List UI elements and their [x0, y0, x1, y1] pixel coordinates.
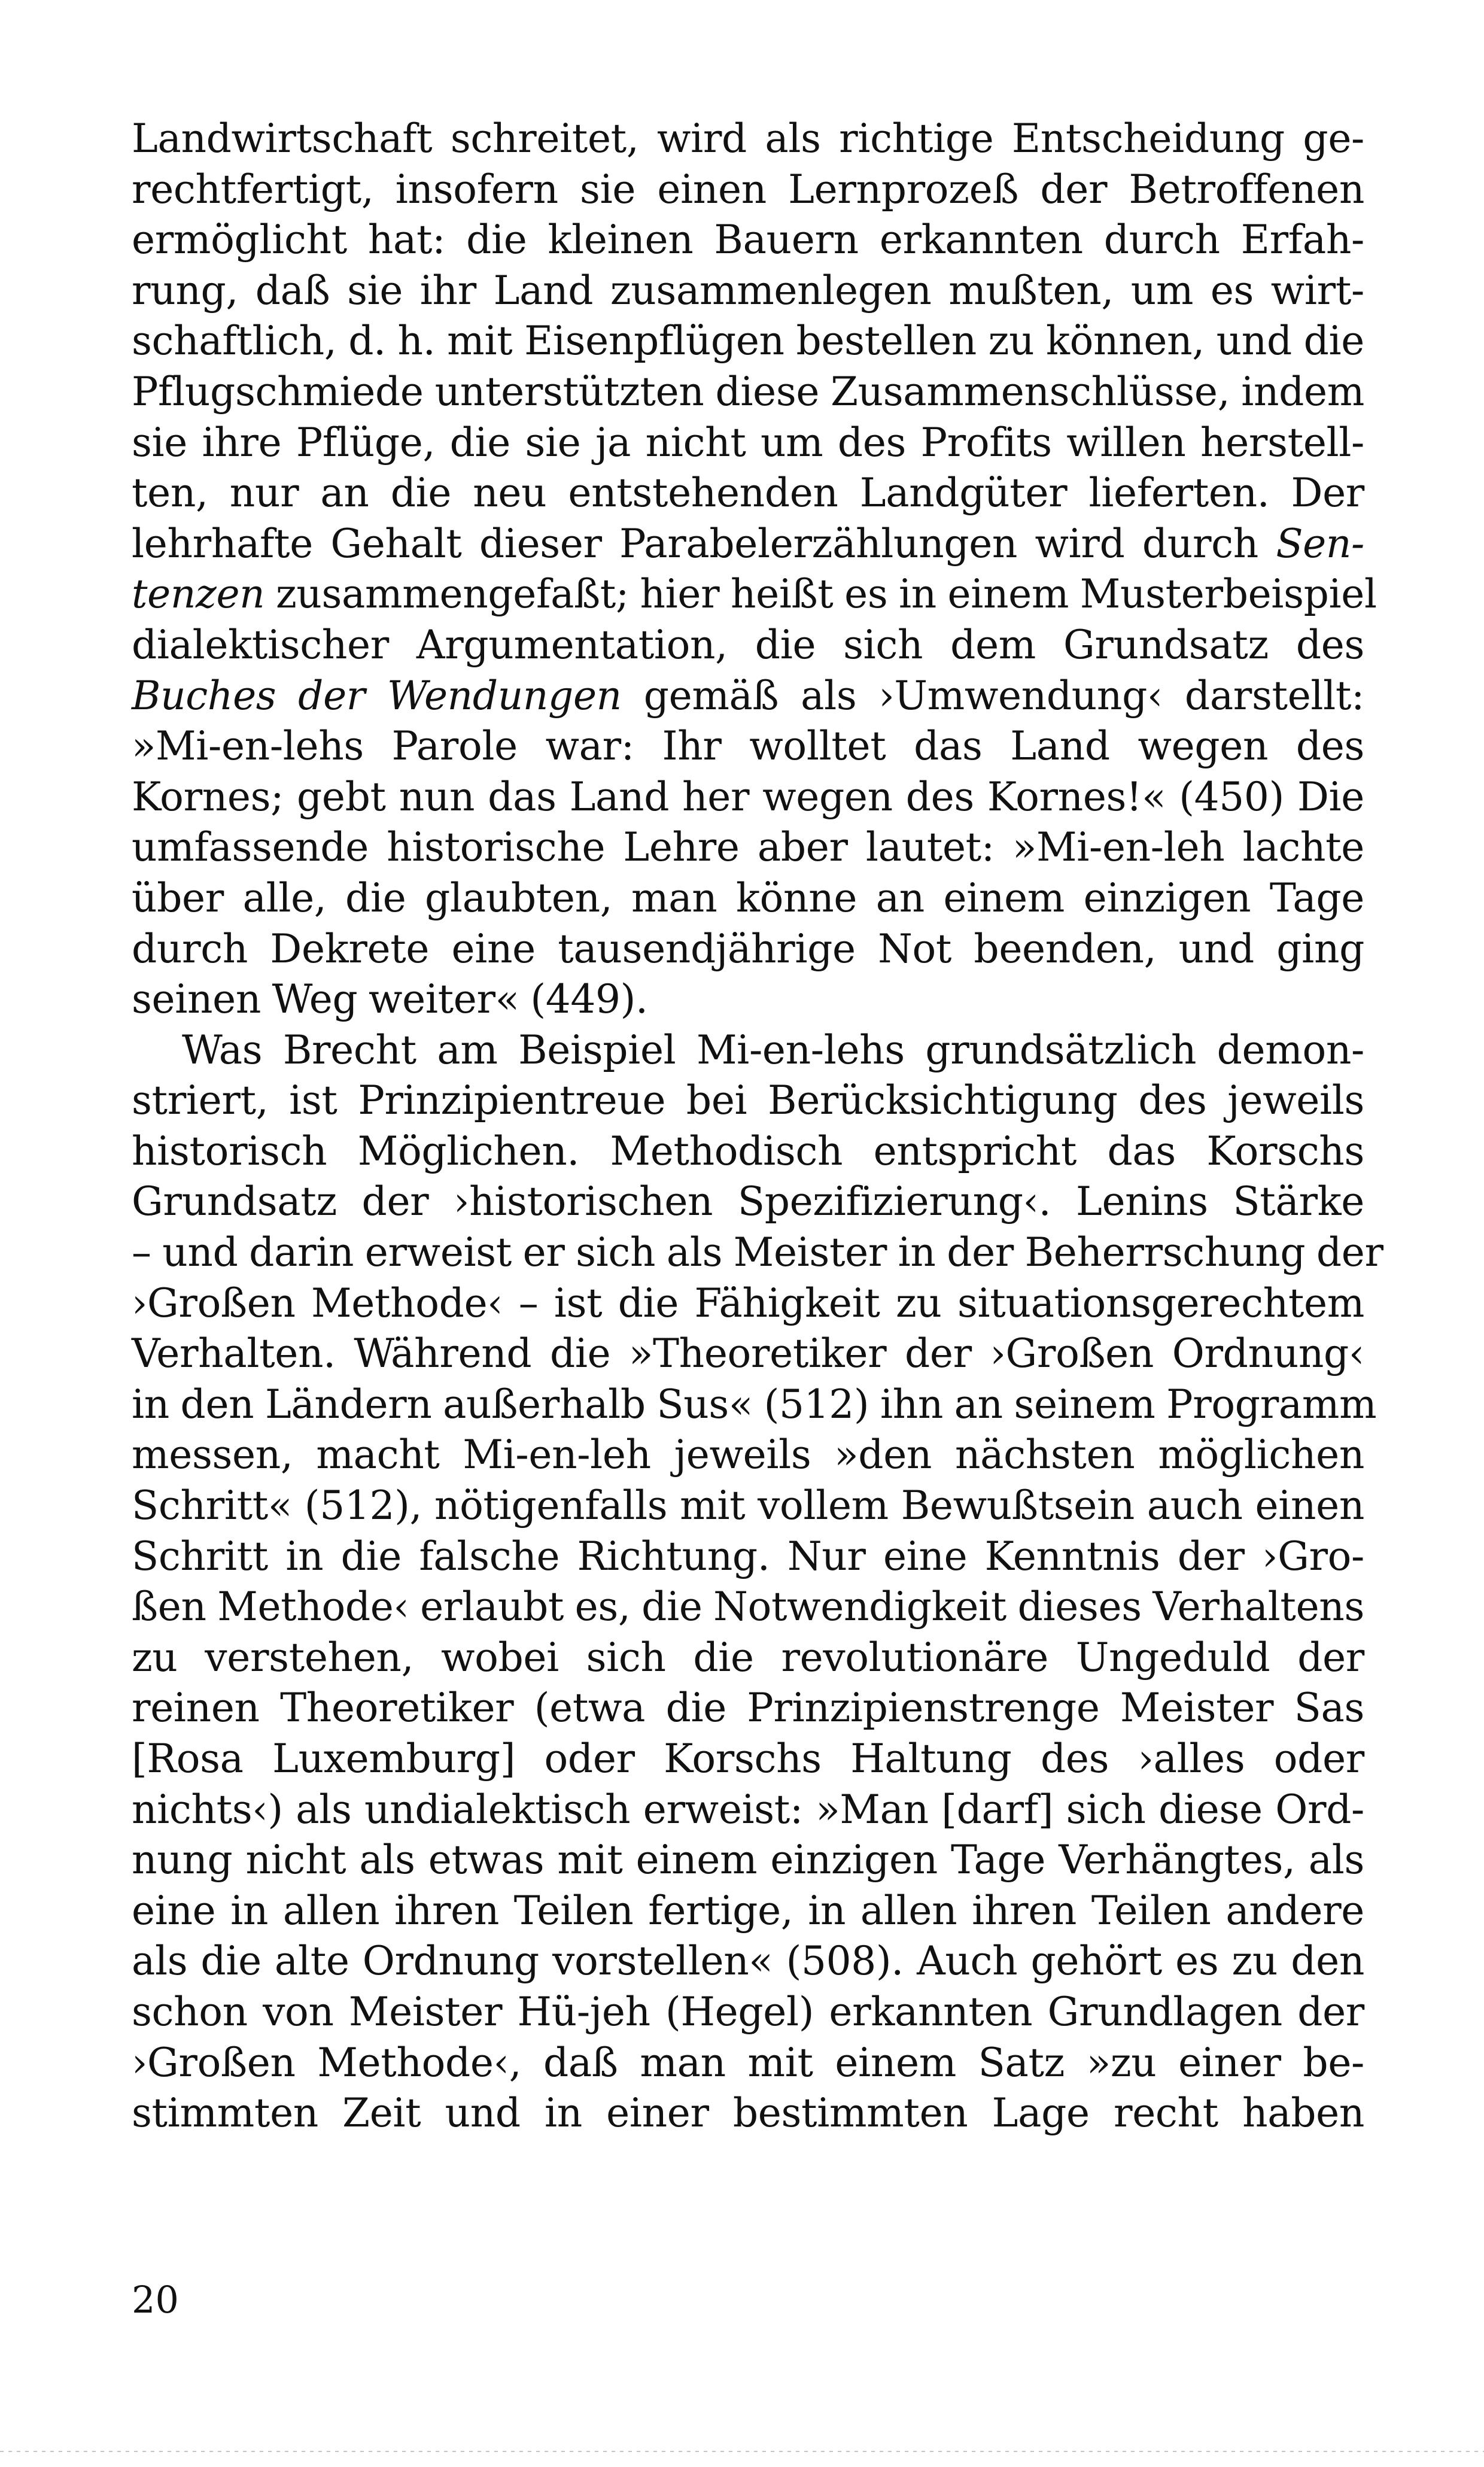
text-line: ßen Methode‹ erlaubt es, die Notwendigkeit dieses Verhaltens: [132, 1584, 1364, 1630]
text-line: [132, 569, 1377, 620]
text-segment: lehrhafte Gehalt dieser Parabelerzählungen wird durch: [132, 520, 1276, 567]
text-line: Pflugschmiede unterstützten diese Zusammenschlüsse, indem: [132, 368, 1364, 415]
italic-term: Sen-: [1276, 520, 1364, 567]
text-line: [132, 671, 1364, 722]
page-edge-divider: [0, 2451, 1484, 2452]
text-line: Landwirtschaft schreitet, wird als richtige Entscheidung ge-: [132, 116, 1364, 162]
text-line: eine in allen ihren Teilen fertige, in allen ihren Teilen andere: [132, 1887, 1364, 1934]
text-line: ›Großen Methode‹, daß man mit einem Satz »zu einer be-: [132, 2039, 1364, 2086]
text-line: schon von Meister Hü-jeh (Hegel) erkannten Grundlagen der: [132, 1988, 1364, 2035]
italic-book-title: Buches der Wendungen: [132, 672, 622, 719]
text-line: zu verstehen, wobei sich die revolutionäre Ungeduld der: [132, 1634, 1364, 1681]
paragraph-2: [132, 1025, 1383, 2139]
text-line: Schritt in die falsche Richtung. Nur eine Kenntnis der ›Gro-: [132, 1533, 1364, 1579]
text-line: durch Dekrete eine tausendjährige Not beenden, und ging: [132, 925, 1364, 972]
text-line: sie ihre Pflüge, die sie ja nicht um des Profits willen herstell-: [132, 419, 1364, 466]
text-line: seinen Weg weiter« (449).: [132, 976, 648, 1023]
text-line: nung nicht als etwas mit einem einzigen Tage Verhängtes, als: [132, 1837, 1364, 1883]
paragraph-1: [132, 114, 1377, 1025]
text-line: rechtfertigt, insofern sie einen Lernprozeß der Betroffenen: [132, 166, 1364, 212]
text-line: [Rosa Luxemburg] oder Korschs Haltung des ›alles oder: [132, 1736, 1364, 1782]
text-line: stimmten Zeit und in einer bestimmten Lage recht haben: [132, 2090, 1364, 2137]
italic-term: tenzen: [132, 571, 265, 618]
text-line: nichts‹) als undialektisch erweist: »Man [darf] sich diese Ord-: [132, 1786, 1364, 1833]
text-line: dialektischer Argumentation, die sich dem Grundsatz des: [132, 621, 1364, 668]
text-line: Verhalten. Während die »Theoretiker der ›Großen Ordnung‹: [132, 1330, 1364, 1377]
text-line: – und darin erweist er sich als Meister in der Beherrschung der: [132, 1229, 1383, 1276]
text-segment: gemäß als ›Umwendung‹ darstellt:: [621, 672, 1364, 719]
text-line: ten, nur an die neu entstehenden Landgüter lieferten. Der: [132, 470, 1364, 517]
text-line: umfassende historische Lehre aber lautet: »Mi-en-leh lachte: [132, 824, 1364, 871]
text-line: rung, daß sie ihr Land zusammenlegen mußten, um es wirt-: [132, 267, 1364, 314]
text-line: [132, 519, 1364, 570]
text-line: ›Großen Methode‹ – ist die Fähigkeit zu situationsgerechtem: [132, 1280, 1364, 1326]
text-line: ermöglicht hat: die kleinen Bauern erkannten durch Erfah-: [132, 217, 1364, 263]
text-line: schaftlich, d. h. mit Eisenpflügen bestellen zu können, und die: [132, 318, 1364, 364]
text-line: als die alte Ordnung vorstellen« (508). Auch gehört es zu den: [132, 1938, 1364, 1985]
text-line: historisch Möglichen. Methodisch entspricht das Korschs: [132, 1128, 1364, 1174]
text-segment: zusammengefaßt; hier heißt es in einem Musterbeispiel: [264, 571, 1377, 618]
text-line: in den Ländern außerhalb Sus« (512) ihn an seinem Programm: [132, 1381, 1377, 1427]
text-line: reinen Theoretiker (etwa die Prinzipienstrenge Meister Sas: [132, 1685, 1364, 1731]
text-line: Schritt« (512), nötigenfalls mit vollem Bewußtsein auch einen: [132, 1482, 1364, 1529]
text-line: Kornes; gebt nun das Land her wegen des Kornes!« (450) Die: [132, 773, 1364, 820]
text-line: »Mi-en-lehs Parole war: Ihr wolltet das Land wegen des: [132, 723, 1364, 770]
text-line: Was Brecht am Beispiel Mi-en-lehs grundsätzlich demon-: [182, 1026, 1364, 1073]
body-text: [132, 114, 1383, 2139]
text-line: über alle, die glaubten, man könne an einem einzigen Tage: [132, 874, 1364, 921]
text-line: striert, ist Prinzipientreue bei Berücksichtigung des jeweils: [132, 1077, 1364, 1124]
text-line: Grundsatz der ›historischen Spezifizierung‹. Lenins Stärke: [132, 1178, 1364, 1225]
page-number: 20: [132, 2278, 179, 2322]
text-line: messen, macht Mi-en-leh jeweils »den nächsten möglichen: [132, 1432, 1364, 1478]
